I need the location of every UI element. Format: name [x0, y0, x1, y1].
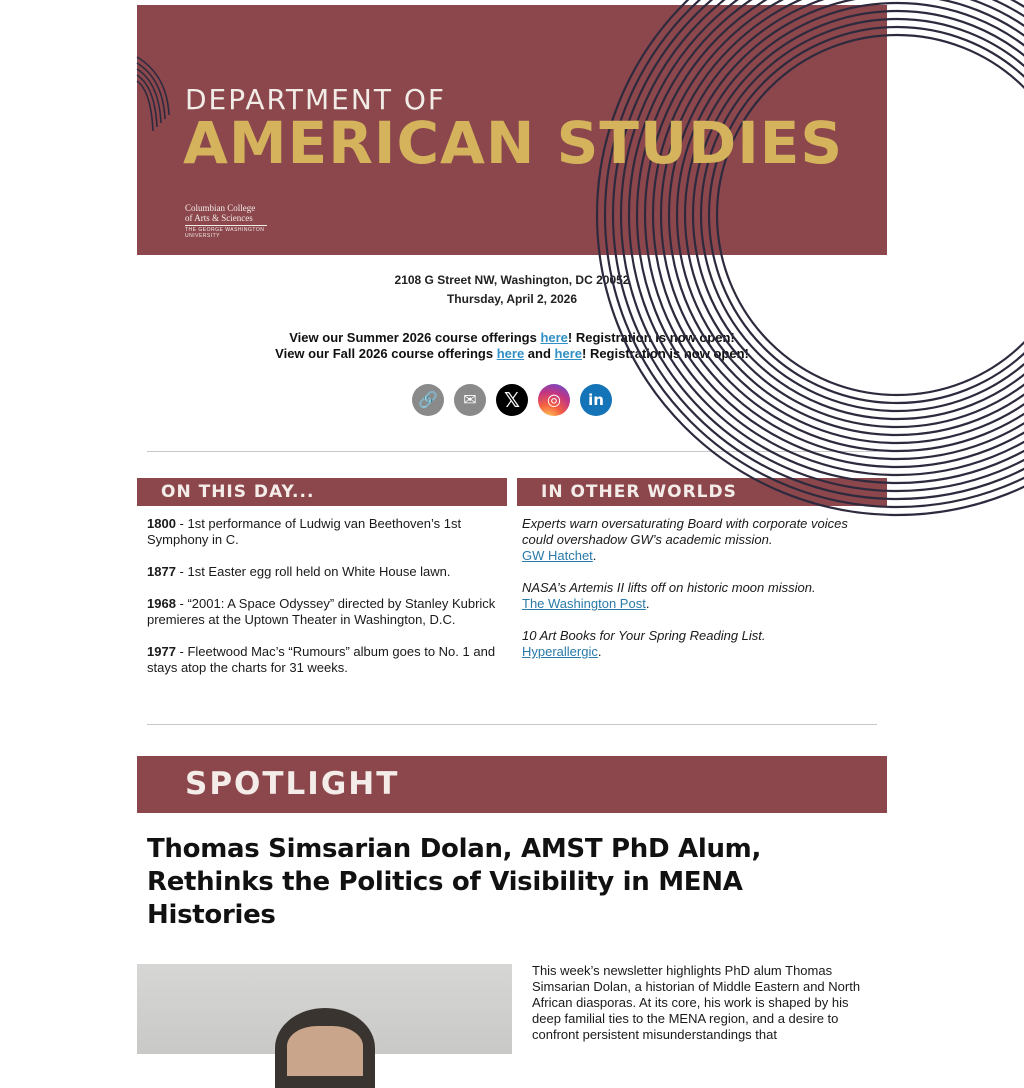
- other-worlds-column: [517, 478, 887, 692]
- spotlight-heading: SPOTLIGHT: [137, 756, 887, 813]
- two-column-section: [137, 478, 887, 692]
- email-icon[interactable]: ✉: [454, 384, 486, 416]
- date-text: Thursday, April 2, 2026: [446, 292, 578, 306]
- spotlight-text: This week’s newsletter highlights PhD alum Thomas Simsarian Dolan, a historian of Middle Eastern and North African diasporas. At its core, his work is shaped by his deep familial ties to the MENA region, and a desire to confront persistent misunderstandings that: [532, 963, 861, 1042]
- list-item: 10 Art Books for Your Spring Reading List. Hyperallergic.: [522, 628, 766, 659]
- list-item: Experts warn oversaturating Board with corporate voices could overshadow GW’s academic mission. GW Hatchet.: [522, 516, 848, 563]
- department-banner: [137, 5, 887, 255]
- event-text: - 1st performance of Ludwig van Beethoven’s 1st Symphony in C.: [147, 516, 462, 547]
- on-this-day-column: [137, 478, 507, 692]
- headline: Experts warn oversaturating Board with corporate voices could overshadow GW’s academic mission.: [522, 516, 848, 547]
- banner-title: AMERICAN STUDIES: [183, 109, 844, 177]
- on-this-day-heading: ON THIS DAY...: [137, 478, 507, 506]
- year: 1977: [147, 644, 176, 659]
- linkedin-icon[interactable]: in: [580, 384, 612, 416]
- year: 1800: [147, 516, 176, 531]
- summer-here-link[interactable]: here: [540, 330, 568, 345]
- fall-here-link-1[interactable]: here: [496, 346, 525, 361]
- banner-dept-line: DEPARTMENT OF: [185, 83, 446, 116]
- on-this-day-list: [137, 506, 507, 676]
- other-worlds-list: [517, 506, 887, 660]
- summer-suffix: ! Registration is now open!: [567, 330, 735, 345]
- list-item: [147, 596, 497, 628]
- decorative-left-arc: [137, 55, 177, 165]
- year: 1877: [147, 564, 176, 579]
- x-twitter-icon[interactable]: 𝕏: [496, 384, 528, 416]
- college-logo: [185, 203, 255, 223]
- event-text: - Fleetwood Mac’s “Rumours” album goes to No. 1 and stays atop the charts for 31 weeks.: [147, 644, 496, 675]
- spotlight-body: [137, 964, 887, 1054]
- summer-offerings-line: [137, 330, 887, 346]
- fall-suffix: ! Registration is now open!: [582, 346, 749, 361]
- source-link[interactable]: Hyperallergic: [522, 644, 598, 659]
- college-line-2: of Arts & Sciences: [185, 213, 253, 223]
- address-text: 2108 G Street NW, Washington, DC 20052: [394, 273, 630, 287]
- college-line-1: Columbian College: [185, 203, 256, 213]
- newsletter: [137, 5, 887, 1054]
- list-item: [147, 644, 497, 676]
- address-block: [137, 271, 887, 309]
- event-text: - “2001: A Space Odyssey” directed by Stanley Kubrick premieres at the Uptown Theater in Washington, D.C.: [147, 596, 496, 627]
- event-text: - 1st Easter egg roll held on White House lawn.: [175, 564, 451, 579]
- fall-prefix: View our Fall 2026 course offerings: [275, 346, 497, 361]
- website-link-icon[interactable]: 🔗: [412, 384, 444, 416]
- fall-offerings-line: [137, 346, 887, 362]
- source-link[interactable]: The Washington Post: [522, 596, 646, 611]
- headline: 10 Art Books for Your Spring Reading List.: [522, 628, 766, 643]
- year: 1968: [147, 596, 176, 611]
- summer-prefix: View our Summer 2026 course offerings: [289, 330, 541, 345]
- list-item: [147, 516, 497, 548]
- spotlight-photo[interactable]: [137, 964, 512, 1054]
- fall-and: and: [524, 346, 555, 361]
- fall-here-link-2[interactable]: here: [554, 346, 582, 361]
- list-item: NASA’s Artemis II lifts off on historic moon mission. The Washington Post.: [522, 580, 816, 611]
- portrait-face: [287, 1026, 363, 1076]
- source-link[interactable]: GW Hatchet: [522, 548, 593, 563]
- university-line: THE GEORGE WASHINGTON UNIVERSITY: [185, 225, 267, 239]
- divider: [147, 724, 877, 725]
- spotlight-title[interactable]: Thomas Simsarian Dolan, AMST PhD Alum, Rethinks the Politics of Visibility in MENA Histories: [147, 834, 762, 930]
- list-item: [147, 564, 497, 580]
- instagram-icon[interactable]: ◎: [538, 384, 570, 416]
- other-worlds-heading: IN OTHER WORLDS: [517, 478, 887, 506]
- headline: NASA’s Artemis II lifts off on historic moon mission.: [522, 580, 816, 595]
- divider: [147, 451, 877, 452]
